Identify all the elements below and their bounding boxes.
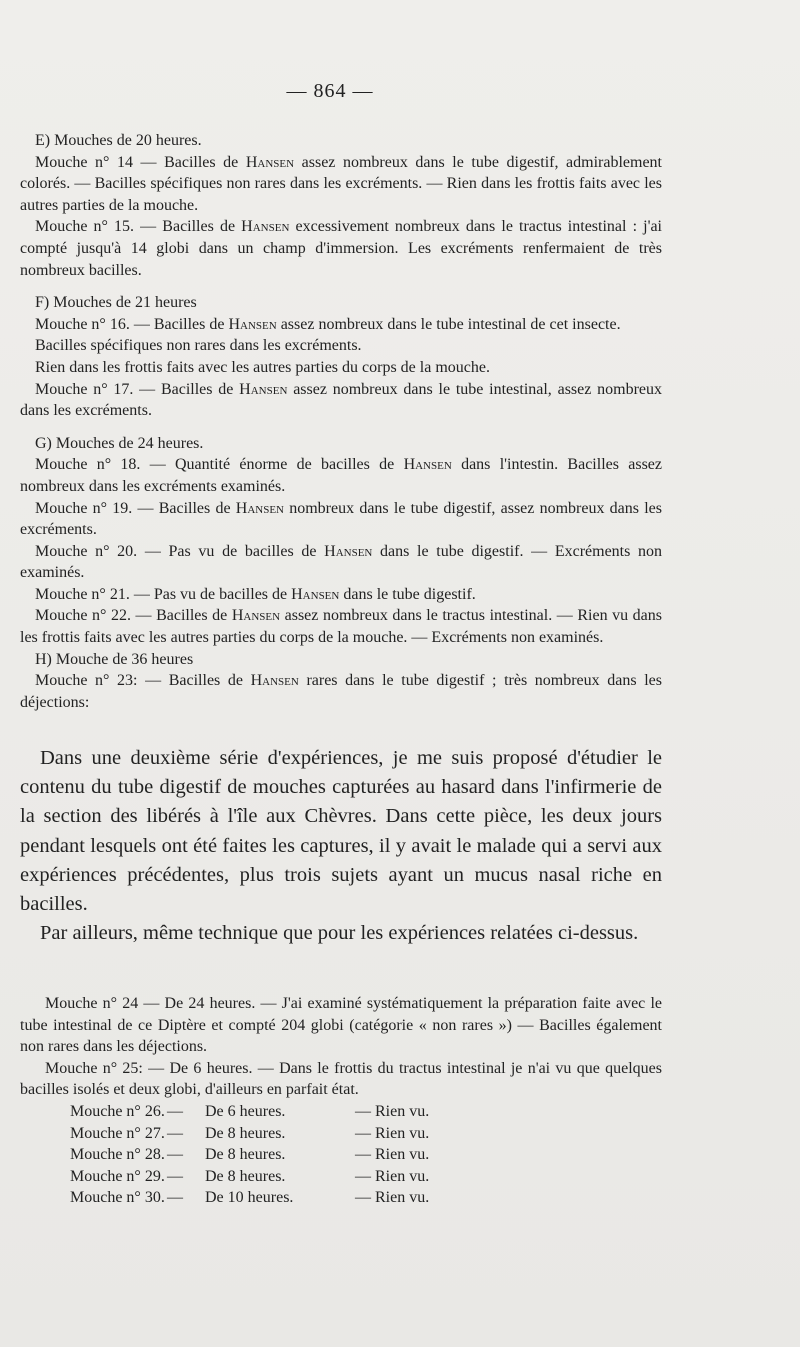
section-heading: H) Mouche de 36 heures bbox=[35, 650, 194, 668]
paragraph: Mouche n° 25: — De 6 heures. — Dans le frottis du tractus intestinal je n'ai vu que quelques bacilles isolés et deux globi, d'ailleurs en parfait état. bbox=[20, 1059, 662, 1099]
list-item: Mouche n° 28. — De 8 heures. — Rien vu. bbox=[70, 1146, 430, 1164]
paragraph: Mouche n° 17. — Bacilles de Hansen assez nombreux dans le tube intestinal, assez nombreux dans les excréments. bbox=[20, 380, 663, 420]
main-text bbox=[20, 744, 662, 948]
list-item: Mouche n° 30. — De 10 heures. — Rien vu. bbox=[70, 1189, 430, 1207]
second-series bbox=[20, 993, 662, 1209]
body-paragraph: Dans une deuxième série d'expériences, je me suis proposé d'étudier le contenu du tube digestif de mouches capturées au hasard dans l'infirmerie de la section des libérés à l'île aux Chèvres. Dans cette pièce, les deux jours pendant lesquels ont été faites les captures, il y avait le malade qui a servi aux expériences précédentes, plus trois sujets ayant un mucus nasal riche en bacilles. bbox=[20, 747, 662, 916]
paragraph: Rien dans les frottis faits avec les autres parties du corps de la mouche. bbox=[35, 358, 490, 376]
paragraph: Mouche n° 14 — Bacilles de Hansen assez nombreux dans le tube digestif, admirablement colorés. — Bacilles spécifiques non rares dans les excréments. — Rien dans les frottis faits avec les autres parties de la mouche. bbox=[20, 153, 663, 214]
list-item: Mouche n° 26. — De 6 heures. — Rien vu. bbox=[70, 1102, 430, 1120]
section-e bbox=[20, 130, 662, 713]
body-paragraph: Par ailleurs, même technique que pour les expériences relatées ci-dessus. bbox=[40, 922, 639, 945]
paragraph: Mouche n° 23: — Bacilles de Hansen rares dans le tube digestif ; très nombreux dans les déjections: bbox=[20, 672, 662, 711]
paragraph: Mouche n° 19. — Bacilles de Hansen nombreux dans le tube digestif, assez nombreux dans les excréments. bbox=[20, 499, 662, 539]
paragraph: Mouche n° 22. — Bacilles de Hansen assez nombreux dans le tractus intestinal. — Rien vu dans les frottis faits avec les autres parties du corps de la mouche. — Excréments non examinés. bbox=[20, 607, 663, 647]
paragraph: Mouche n° 15. — Bacilles de Hansen excessivement nombreux dans le tractus intestinal : j'ai compté jusqu'à 14 globi dans un champ d'immersion. Les excréments renfermaient de très nombreux bacilles. bbox=[20, 218, 663, 279]
section-heading: E) Mouches de 20 heures. bbox=[35, 132, 202, 149]
paragraph: Mouche n° 24 — De 24 heures. — J'ai examiné systématiquement la préparation faite avec le tube intestinal de ce Diptère et compté 204 globi (catégorie « non rares ») — Bacilles également non rares dans les déjections. bbox=[20, 995, 662, 1056]
paragraph: Mouche n° 16. — Bacilles de Hansen assez nombreux dans le tube intestinal de cet insecte. bbox=[35, 315, 621, 333]
section-heading: G) Mouches de 24 heures. bbox=[35, 434, 204, 452]
page-number: — 864 — bbox=[286, 80, 374, 102]
section-heading: F) Mouches de 21 heures bbox=[35, 294, 197, 312]
list-item: Mouche n° 29. — De 8 heures. — Rien vu. bbox=[70, 1167, 430, 1185]
paragraph: Mouche n° 21. — Pas vu de bacilles de Hansen dans le tube digestif. bbox=[35, 585, 476, 603]
paragraph: Mouche n° 20. — Pas vu de bacilles de Hansen dans le tube digestif. — Excréments non examinés. bbox=[20, 542, 663, 582]
paragraph: Mouche n° 18. — Quantité énorme de bacilles de Hansen dans l'intestin. Bacilles assez nombreux dans les excréments examinés. bbox=[20, 456, 663, 495]
paragraph: Bacilles spécifiques non rares dans les excréments. bbox=[35, 337, 362, 355]
list-item: Mouche n° 27. — De 8 heures. — Rien vu. bbox=[70, 1124, 430, 1142]
